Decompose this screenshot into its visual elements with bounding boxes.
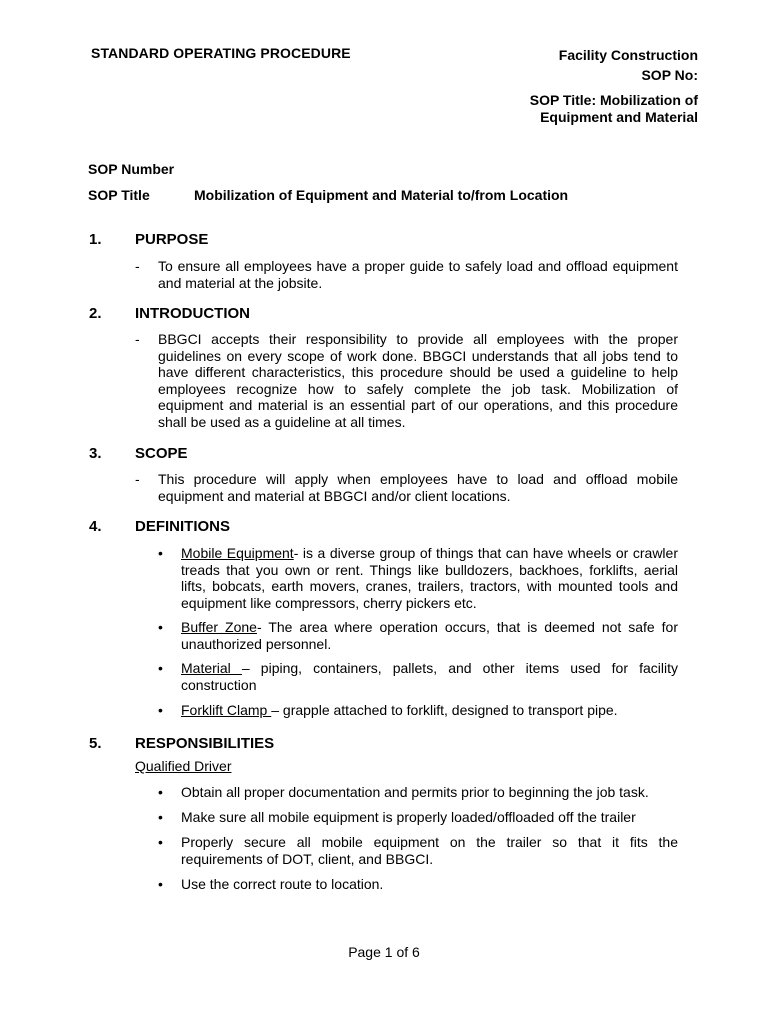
section-heading-purpose	[89, 231, 208, 248]
introduction-text: BBGCI accepts their responsibility to provide all employees with the proper guidelines on every scope of work done. BBGCI understands that all jobs tend to have different characteristics, this procedure should be used a guideline to help employees recognize how to safely complete the job task. Mobilization of equipment and material is an essential part of our operations, and this procedure shall be used as a guideline at all times.	[158, 331, 678, 430]
section-title: DEFINITIONS	[135, 518, 231, 535]
responsibility-item	[158, 784, 678, 801]
bullet-marker: •	[158, 834, 163, 850]
section-title: SCOPE	[135, 445, 188, 462]
definition-term: Forklift Clamp	[181, 702, 272, 718]
definition-item	[158, 660, 678, 693]
section-heading-introduction	[89, 305, 250, 322]
header-sop-title-2: Equipment and Material	[540, 109, 698, 125]
dash-marker: -	[135, 331, 140, 347]
section-title: PURPOSE	[135, 231, 209, 248]
subheading-qualified-driver: Qualified Driver	[135, 758, 232, 774]
definition-term: Material	[181, 660, 242, 676]
responsibility-item	[158, 809, 678, 826]
definition-item	[158, 619, 678, 652]
section-heading-scope	[89, 445, 188, 462]
scope-paragraph	[135, 471, 678, 504]
section-number: 3.	[89, 445, 102, 462]
section-number: 4.	[89, 518, 102, 535]
section-title: RESPONSIBILITIES	[135, 735, 275, 752]
bullet-marker: •	[158, 809, 163, 825]
definition-text: - is a diverse group of things that can have wheels or crawler treads that you own or rent. Things like bulldozers, backhoes, forklifts, aerial lifts, bobcats, earth movers, cranes, trailers, tractors, with mounted tools and equipment like compressors, cherry pickers etc.	[181, 545, 678, 611]
definition-text: – grapple attached to forklift, designed to transport pipe.	[271, 702, 618, 718]
definition-text: - The area where operation occurs, that is deemed not safe for unauthorized personnel.	[181, 619, 678, 652]
dash-marker: -	[135, 258, 140, 274]
introduction-paragraph	[135, 331, 678, 430]
bullet-marker: •	[158, 660, 163, 676]
bullet-marker: •	[158, 545, 163, 561]
bullet-marker: •	[158, 876, 163, 892]
definition-text: – piping, containers, pallets, and other items used for facility construction	[181, 660, 679, 693]
responsibility-text: Obtain all proper documentation and permits prior to beginning the job task.	[181, 784, 649, 800]
definition-item	[158, 545, 678, 611]
section-number: 2.	[89, 305, 102, 322]
definition-term: Buffer Zone	[181, 619, 257, 635]
section-number: 1.	[89, 231, 102, 248]
header-facility: Facility Construction	[558, 47, 698, 63]
header-right-block	[398, 45, 698, 126]
purpose-text: To ensure all employees have a proper guide to safely load and offload equipment and material at the jobsite.	[158, 258, 678, 291]
sop-title-value: Mobilization of Equipment and Material to/from Location	[194, 187, 569, 203]
responsibility-item	[158, 834, 678, 867]
responsibility-text: Use the correct route to location.	[181, 876, 384, 892]
purpose-paragraph	[135, 258, 678, 291]
bullet-marker: •	[158, 702, 163, 718]
dash-marker: -	[135, 471, 140, 487]
responsibility-text: Properly secure all mobile equipment on the trailer so that it fits the requirements of DOT, client, and BBGCI.	[181, 834, 678, 867]
sop-number-label: SOP Number	[88, 161, 175, 177]
header-sop-no: SOP No:	[641, 67, 698, 83]
responsibility-item	[158, 876, 678, 893]
definition-term: Mobile Equipment	[181, 545, 294, 561]
responsibility-text: Make sure all mobile equipment is properly loaded/offloaded off the trailer	[181, 809, 636, 825]
bullet-marker: •	[158, 784, 163, 800]
scope-text: This procedure will apply when employees have to load and offload mobile equipment and material at BBGCI and/or client locations.	[158, 471, 678, 504]
sop-number-row	[88, 161, 194, 177]
sop-title-label: SOP Title	[88, 187, 150, 203]
sop-title-row	[88, 187, 568, 203]
section-heading-responsibilities	[89, 735, 274, 752]
header-sop-title-1: SOP Title: Mobilization of	[529, 92, 698, 108]
section-number: 5.	[89, 735, 102, 752]
bullet-marker: •	[158, 619, 163, 635]
page-footer: Page 1 of 6	[348, 944, 420, 960]
definition-item	[158, 702, 678, 719]
header-doc-type: STANDARD OPERATING PROCEDURE	[91, 45, 351, 61]
section-title: INTRODUCTION	[135, 305, 250, 322]
section-heading-definitions	[89, 518, 230, 535]
